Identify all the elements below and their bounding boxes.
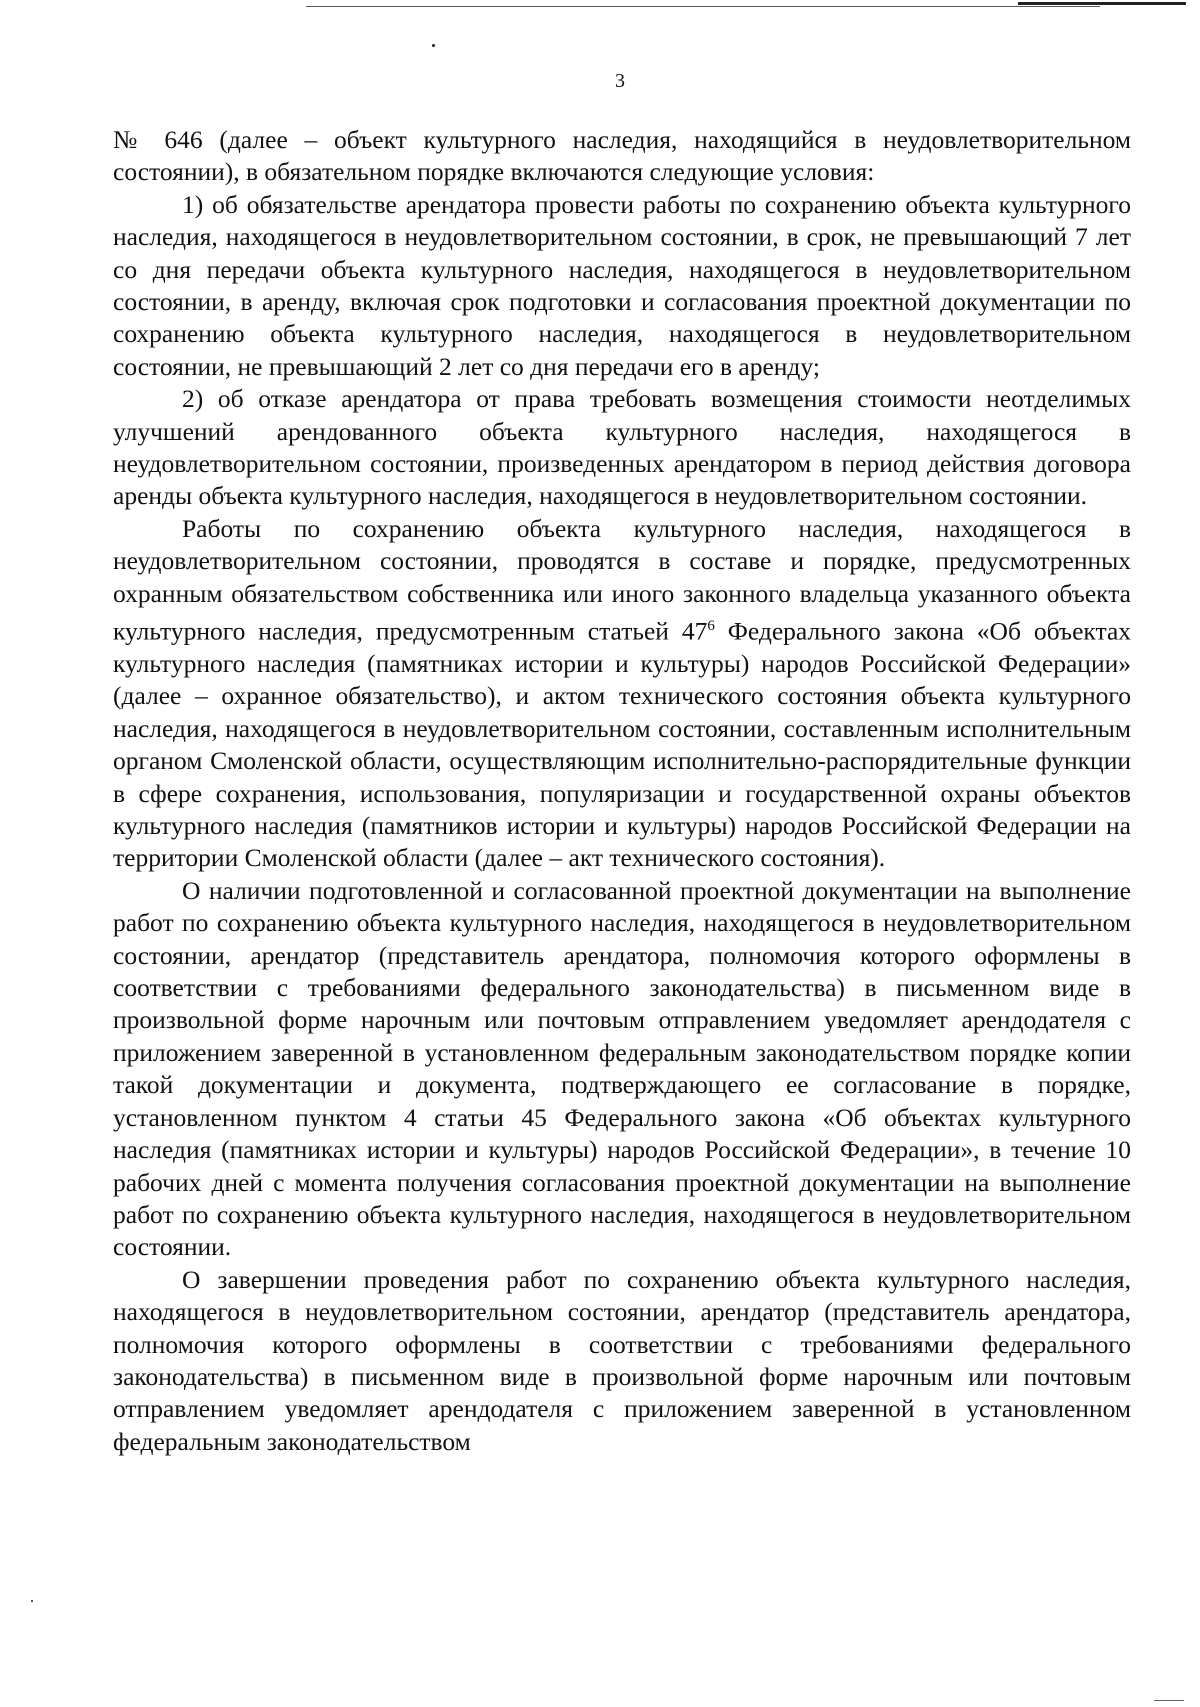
document-body (113, 124, 1131, 1458)
bottom-edge-mark (1154, 1700, 1184, 1701)
paragraph-condition-1: 1) об обязательстве арендатора провести работы по сохранению объекта культурного наследия, находящегося в неудовлетворительном состоянии, в срок, не превышающий 7 лет со дня передачи объекта культурного наследия, находящегося в неудовлетворительном состоянии, в аренду, включая срок подготовки и согласования проектной документации по сохранению объекта культурного наследия, находящегося в неудовлетворительном состоянии, не превышающий 2 лет со дня передачи его в аренду; (113, 189, 1131, 381)
paragraph-works-text: Работы по сохранению объекта культурного наследия, находящегося в неудовлетворительном состоянии, проводятся в составе и порядке, предусмотренных охранным обязательством собственника или иного законного владельца указанного объекта культурного наследия, предусмотренным статьей 47 (113, 513, 1131, 646)
paragraph-works-continued: Федерального закона «Об объектах культурного наследия (памятниках истории и культуры) народов Российской Федерации» (далее – охранное обязательство), и актом технического состояния объекта культурного наследия, находящегося в неудовлетворительном состоянии, составленным исполнительным органом Смоленской области, осуществляющим исполнительно-распорядительные функции в сфере сохранения, использования, популяризации и государственной охраны объектов культурного наследия (памятников истории и культуры) народов Российской Федерации на территории Смоленской области (далее – акт технического состояния). (113, 616, 1132, 873)
top-border-mark (1018, 2, 1186, 5)
paragraph-completion: О завершении проведения работ по сохранению объекта культурного наследия, находящегося в неудовлетворительном состоянии, арендатор (представитель арендатора, полномочия которого оформлены в соответствии с требованиями федерального законодательства) в письменном виде в произвольной форме нарочным или почтовым отправлением уведомляет арендодателя с приложением заверенной в установленном федеральным законодательством (113, 1264, 1131, 1456)
top-border-line (306, 6, 1100, 7)
paragraph-works (113, 513, 1131, 875)
scan-speck (432, 44, 435, 47)
paragraph-condition-2: 2) об отказе арендатора от права требовать возмещения стоимости неотделимых улучшений арендованного объекта культурного наследия, находящегося в неудовлетворительном состоянии, произведенных арендатором в период действия договора аренды объекта культурного наследия, находящегося в неудовлетворительном состоянии. (113, 384, 1131, 511)
scan-speck (31, 1600, 33, 1602)
page-number: 3 (615, 70, 625, 92)
paragraph-intro: № 646 (далее – объект культурного наследия, находящийся в неудовлетворительном состоянии), в обязательном порядке включаются следующие условия: (113, 125, 1131, 187)
paragraph-project-docs: О наличии подготовленной и согласованной проектной документации на выполнение работ по сохранению объекта культурного наследия, находящегося в неудовлетворительном состоянии, арендатор (представитель арендатора, полномочия которого оформлены в соответствии с требованиями федерального законодательства) в письменном виде в произвольной форме нарочным или почтовым отправлением уведомляет арендодателя с приложением заверенной в установленном федеральным законодательством порядке копии такой документации и документа, подтверждающего ее согласование в порядке, установленном пунктом 4 статьи 45 Федерального закона «Об объектах культурного наследия (памятниках истории и культуры) народов Российской Федерации», в течение 10 рабочих дней с момента получения согласования проектной документации на выполнение работ по сохранению объекта культурного наследия, находящегося в неудовлетворительном состоянии. (113, 875, 1131, 1262)
article-superscript: 6 (707, 618, 715, 635)
